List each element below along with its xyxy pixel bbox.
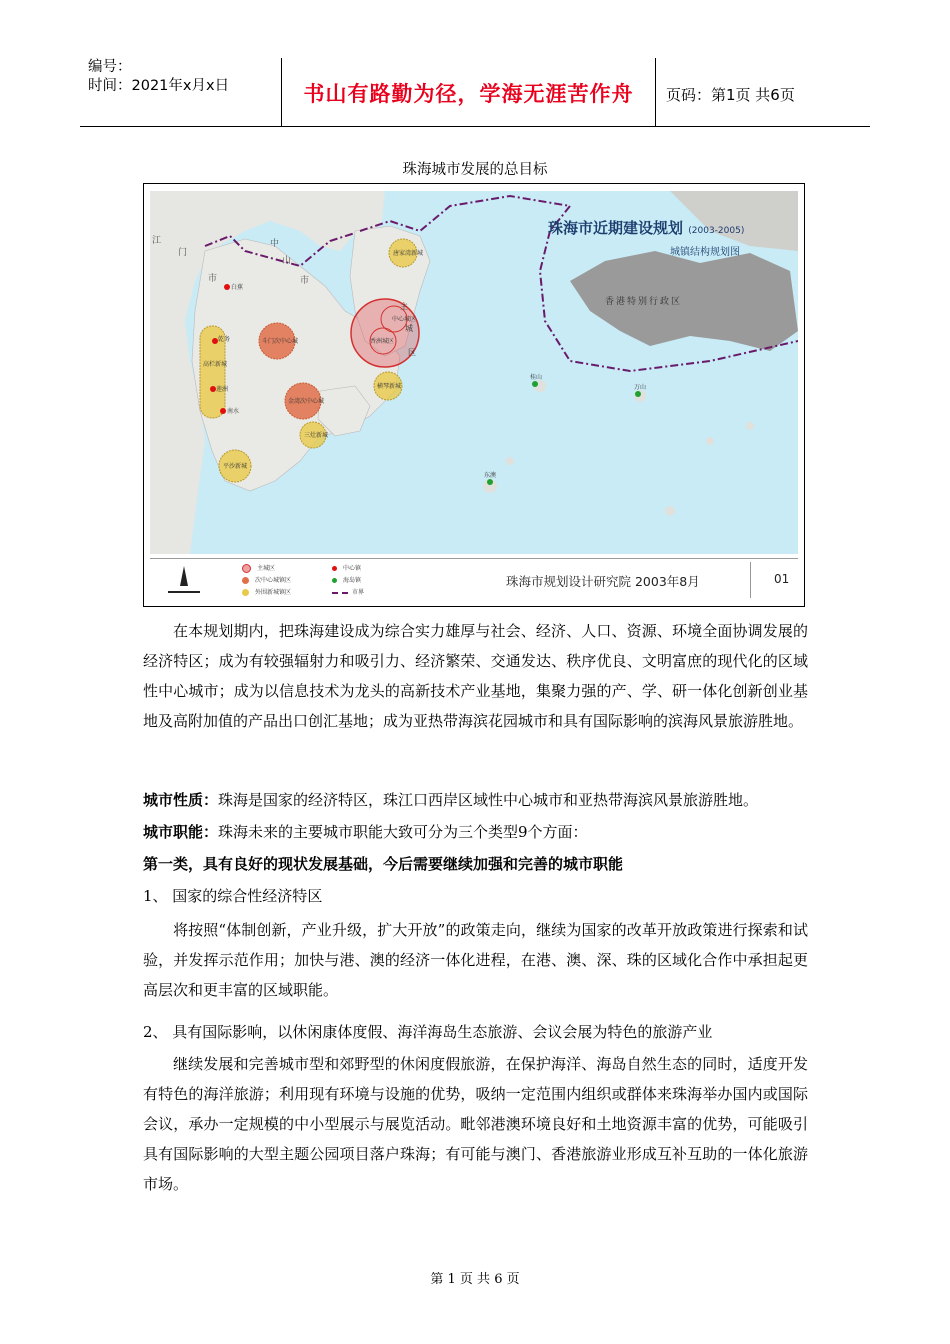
map-label-shan: 山 [282, 256, 292, 266]
header-time: 时间：2021年x月x日 [88, 78, 230, 94]
map-title-text: 珠海市近期建设规划 [548, 219, 684, 237]
map-label-lianzhou: 莲洲 [216, 386, 229, 393]
legend-island-town: 海岛镇 [332, 575, 361, 584]
map-label-zhongxin: 中心城区 [392, 316, 417, 323]
item2-heading: 2、 具有国际影响，以休闲康体度假、海洋海岛生态旅游、会议会展为特色的旅游产业 [143, 1023, 713, 1041]
legend-center-town: 中心镇 [332, 563, 361, 572]
city-function-text: 珠海未来的主要城市职能大致可分为三个类型9个方面： [218, 823, 588, 841]
page-footer: 第 1 页 共 6 页 [430, 1272, 520, 1287]
item2-paragraph: 继续发展和完善城市型和郊野型的休闲度假旅游，在保护海洋、海岛自然生态的同时，适度开发有特色的海洋旅游；利用现有环境与设施的优势，吸纳一定范围内组织或群体来珠海举办国内或国际会议，承办一定规模的中小型展示与展览活动。毗邻港澳环境良好和土地资源丰富的优势，可能吸引具有国际影响的大型主题公园项目落户珠海；有可能与澳门、香港旅游业形成互补互助的一体化旅游市场。 [143, 1055, 808, 1193]
island-town-dot [532, 381, 538, 387]
planning-map-figure [143, 183, 805, 607]
map-label-men: 门 [178, 248, 188, 258]
map-label-qianwu: 乾务 [218, 336, 231, 343]
figure-caption: 珠海城市发展的总目标 [402, 162, 548, 178]
legend-outer-new: 外围新城镇区 [242, 587, 291, 596]
legend-boundary: 市界 [332, 587, 364, 596]
map-sheet-number: 01 [774, 572, 790, 586]
island [706, 437, 714, 445]
city-nature-label: 城市性质： [143, 791, 219, 809]
island [506, 457, 514, 465]
item1-paragraph: 将按照“体制创新，产业升级，扩大开放”的政策走向，继续为国家的改革开放政策进行探索和试验，并发挥示范作用；加快与港、澳的经济一体化进程，在港、澳、深、珠的区域化合作中承担起更高层次和更丰富的区域职能。 [143, 921, 808, 999]
map-label-baiteng: 白蕉 [231, 284, 244, 291]
island [746, 422, 754, 430]
category-heading: 第一类，具有良好的现状发展基础，今后需要继续加强和完善的城市职能 [143, 855, 624, 873]
map-legend [150, 558, 798, 601]
map-label-main-qu: 区 [408, 348, 416, 357]
page-header [80, 58, 870, 127]
map-label-nanshui: 南水 [227, 408, 240, 415]
header-divider [655, 58, 656, 126]
city-function-label: 城市职能： [143, 823, 219, 841]
island-town-dot [487, 479, 493, 485]
map-title-years: (2003-2005) [688, 226, 745, 236]
center-town-dot [220, 408, 226, 414]
header-meta [88, 58, 283, 126]
header-motto: 书山有路勤为径，学海无涯苦作舟 [303, 82, 634, 106]
intro-paragraph: 在本规划期内，把珠海建设成为综合实力雄厚与社会、经济、人口、资源、环境全面协调发展的经济特区；成为有较强辐射力和吸引力、经济繁荣、交通发达、秩序优良、文明富庶的现代化的区域性中心城市；成为以信息技术为龙头的高新技术产业基地，集聚力强的产、学、研一体化创新创业基地及高附加值的产品出口创汇基地；成为亚热带海滨花园城市和具有国际影响的滨海风景旅游胜地。 [143, 622, 808, 730]
city-nature-text: 珠海是国家的经济特区，珠江口西岸区域性中心城市和亚热带海滨风景旅游胜地。 [218, 791, 759, 809]
map-label-tangjia: 唐家湾新城 [393, 250, 424, 257]
map-label-shi2: 市 [300, 276, 310, 286]
island [665, 506, 675, 516]
city-function [143, 820, 588, 844]
compass-icon [164, 564, 202, 596]
map-label-hk: 香港特别行政区 [605, 297, 683, 307]
map-title [548, 217, 744, 238]
map-label-jinwan: 金湾次中心城 [288, 398, 325, 405]
map-label-zhong: 中 [270, 239, 280, 249]
map-institute: 珠海市规划设计研究院 2003年8月 [506, 574, 700, 589]
map-label-hengqin: 横琴新城 [377, 383, 402, 390]
map-label-main-cheng: 城 [405, 324, 413, 333]
planning-map [150, 191, 798, 554]
map-label-sanzao: 三灶新城 [304, 432, 329, 439]
map-label-wanshan: 万山 [634, 384, 647, 391]
item1-heading: 1、 国家的综合性经济特区 [143, 887, 323, 905]
map-label-shi: 市 [208, 274, 218, 284]
map-label-doumen: 斗门次中心城 [262, 338, 299, 345]
city-nature [143, 788, 758, 812]
map-label-jiang: 江 [152, 236, 162, 246]
legend-sub-center: 次中心城镇区 [242, 575, 291, 584]
header-page-info: 页码：第1页 共6页 [666, 86, 795, 104]
map-subtitle: 城镇结构规划图 [670, 247, 740, 258]
header-number: 编号： [88, 59, 132, 75]
map-label-dong-ao: 东澳 [484, 472, 497, 479]
legend-divider [750, 562, 751, 598]
legend-main-area: 主城区 [242, 563, 275, 573]
map-label-gaolan: 高栏新城 [203, 361, 228, 368]
map-label-pingsha: 平沙新城 [223, 463, 248, 470]
map-label-main-zhu: 主 [400, 302, 408, 311]
map-label-guishan: 桂山 [530, 374, 543, 381]
center-town-dot [224, 284, 230, 290]
island-town-dot [635, 391, 641, 397]
map-label-xiangzhou: 香洲城区 [370, 338, 395, 345]
